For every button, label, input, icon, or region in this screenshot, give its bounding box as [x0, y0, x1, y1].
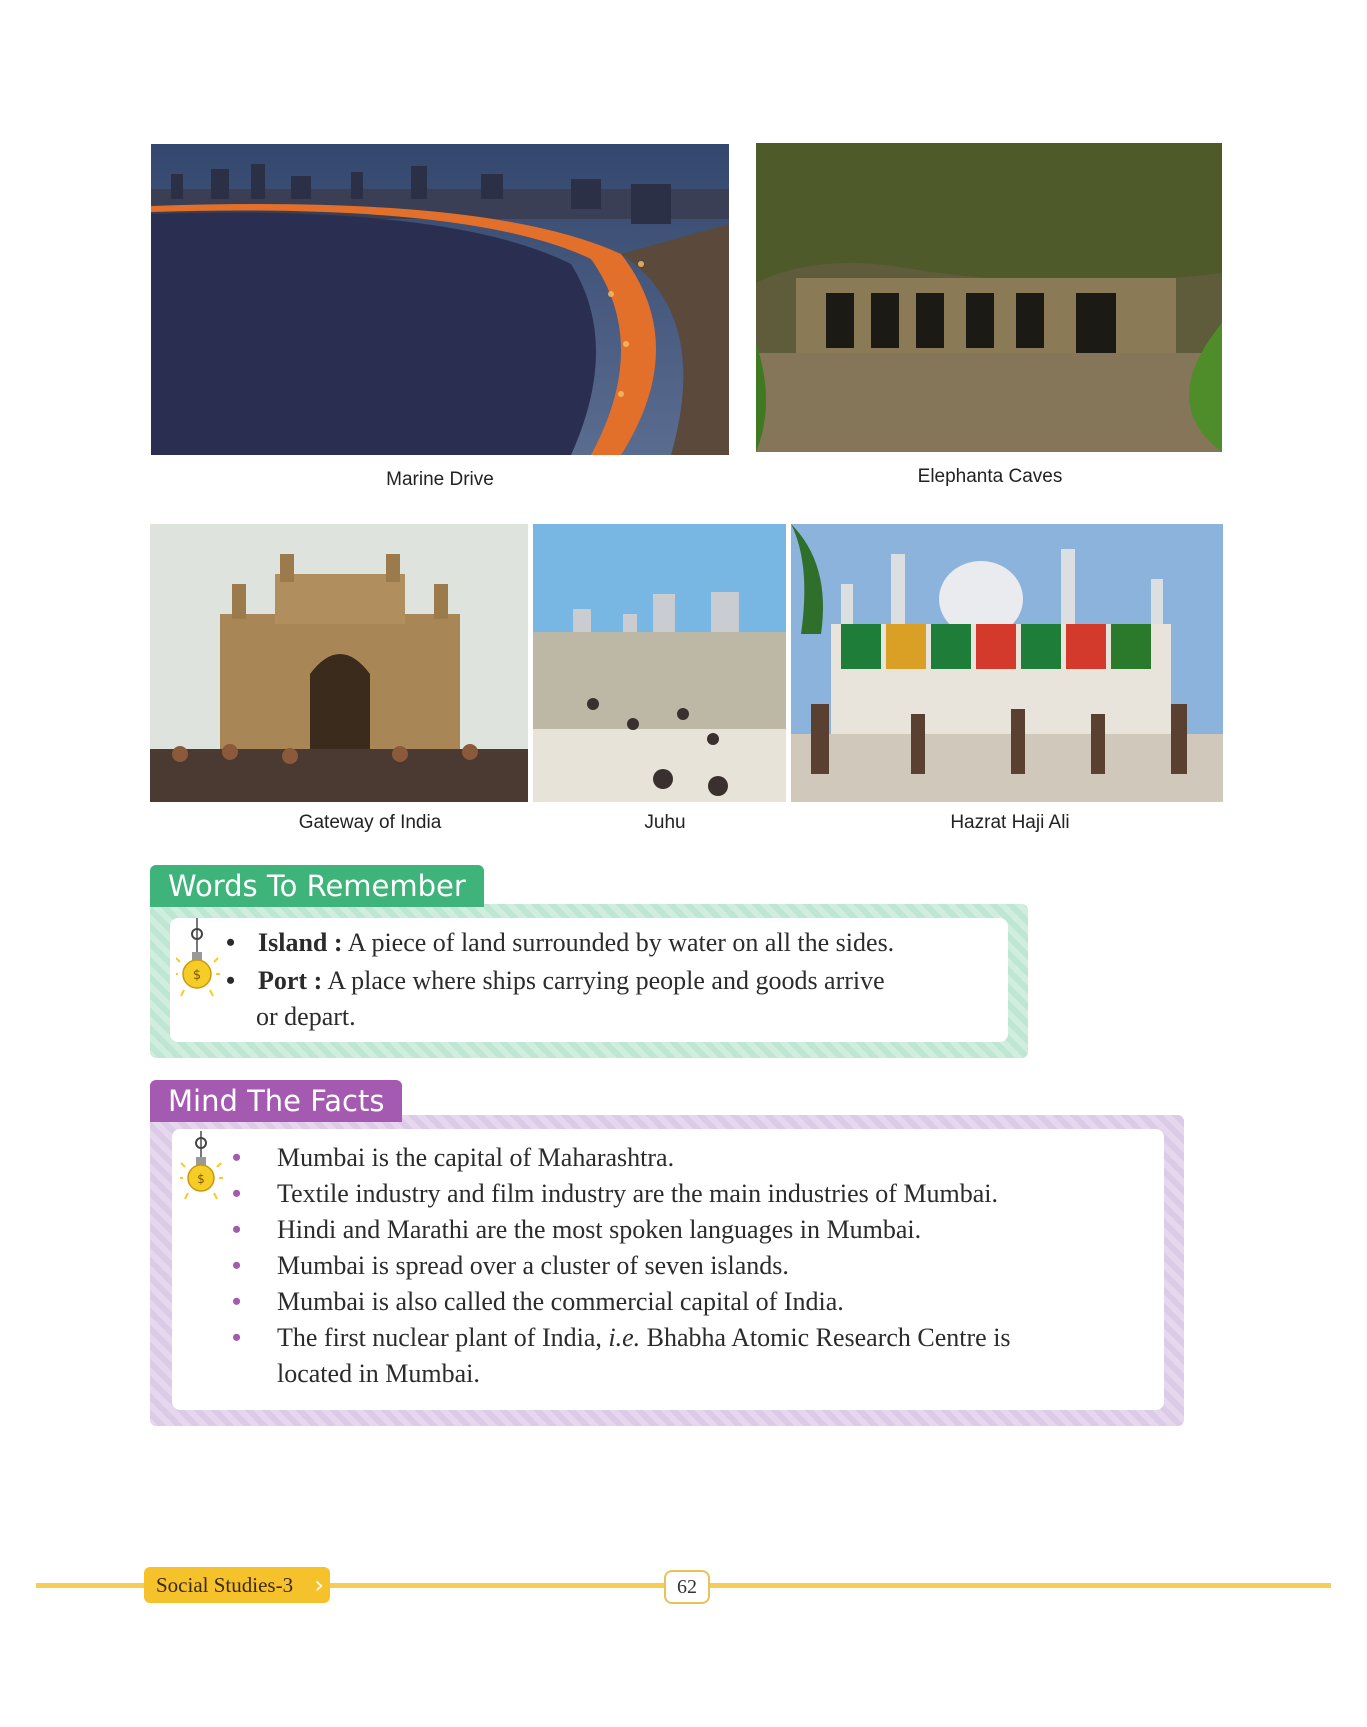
list-item	[226, 925, 1006, 961]
list-item	[232, 1212, 1162, 1248]
elephanta-caves-photo	[756, 143, 1222, 452]
gateway-of-india-caption: Gateway of India	[298, 812, 442, 833]
facts-list	[232, 1140, 1162, 1392]
list-item-continuation	[232, 1356, 1162, 1392]
definition-port-continuation: or depart.	[256, 1002, 356, 1031]
lightbulb-icon	[176, 918, 222, 1014]
bullet: •	[232, 1323, 242, 1352]
list-item	[232, 1248, 1162, 1284]
svg-text:$: $	[192, 968, 202, 983]
words-list	[226, 925, 1006, 1035]
juhu-photo	[533, 524, 786, 802]
definition-island: A piece of land surrounded by water on all the sides.	[342, 928, 895, 957]
bullet: •	[226, 928, 236, 957]
haji-ali-caption: Hazrat Haji Ali	[950, 812, 1070, 833]
juhu-caption: Juhu	[644, 812, 686, 833]
svg-text:$: $	[197, 1172, 205, 1186]
page-number: 62	[664, 1570, 710, 1604]
fact-text-after: Bhabha Atomic Research Centre is	[640, 1323, 1011, 1352]
fact-text: Hindi and Marathi are the most spoken languages in Mumbai.	[277, 1215, 922, 1244]
list-item-continuation	[226, 999, 1006, 1035]
bullet: •	[226, 966, 236, 995]
fact-text: Textile industry and film industry are the main industries of Mumbai.	[277, 1179, 998, 1208]
lightbulb-icon	[180, 1131, 226, 1211]
words-to-remember-title: Words To Remember	[150, 865, 484, 907]
marine-drive-photo	[151, 144, 729, 455]
list-item	[232, 1176, 1162, 1212]
fact-text: Mumbai is also called the commercial capital of India.	[277, 1287, 844, 1316]
bullet: •	[232, 1215, 242, 1244]
term-port: Port :	[258, 966, 323, 995]
footer-book-title: Social Studies-3	[156, 1573, 294, 1597]
fact-text-before: The first nuclear plant of India,	[277, 1323, 609, 1352]
chevron-right-icon: ›	[314, 1571, 324, 1599]
bullet: •	[232, 1287, 242, 1316]
gateway-of-india-photo	[150, 524, 528, 802]
list-item	[232, 1320, 1162, 1356]
marine-drive-caption: Marine Drive	[386, 469, 494, 490]
fact-text: Mumbai is spread over a cluster of seven islands.	[277, 1251, 789, 1280]
haji-ali-photo	[791, 524, 1223, 802]
bullet: •	[232, 1251, 242, 1280]
fact-text-italic: i.e.	[608, 1323, 641, 1352]
elephanta-caves-caption: Elephanta Caves	[917, 466, 1063, 487]
footer-book-tag	[144, 1567, 330, 1603]
list-item	[232, 1284, 1162, 1320]
definition-port: A place where ships carrying people and goods arrive	[322, 966, 885, 995]
bullet: •	[232, 1179, 242, 1208]
mind-the-facts-title: Mind The Facts	[150, 1080, 402, 1122]
term-island: Island :	[258, 928, 343, 957]
list-item	[232, 1140, 1162, 1176]
bullet: •	[232, 1143, 242, 1172]
fact-text: Mumbai is the capital of Maharashtra.	[277, 1143, 675, 1172]
fact-text-continuation: located in Mumbai.	[277, 1359, 480, 1388]
list-item	[226, 963, 1006, 999]
